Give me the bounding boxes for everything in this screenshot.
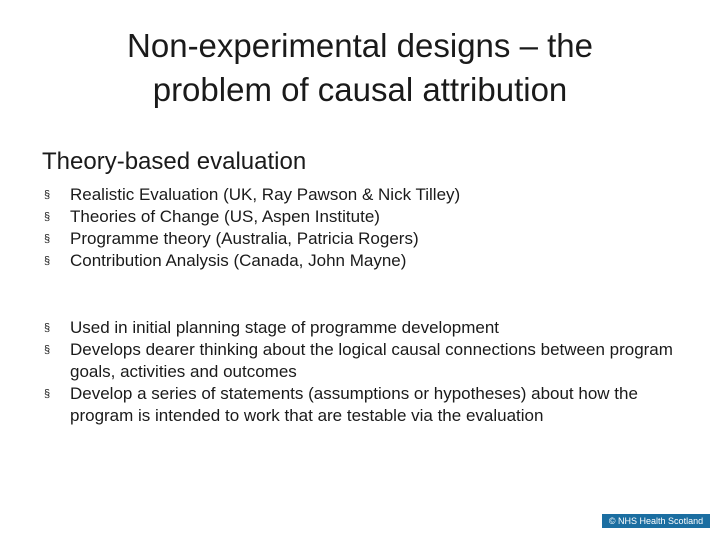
slide-title-line-1: Non-experimental designs – the <box>127 27 593 64</box>
list-item <box>44 184 644 206</box>
list-item <box>44 383 674 427</box>
slide-title-line-2: problem of causal attribution <box>152 71 568 108</box>
bullet-icon: § <box>44 211 51 223</box>
list-item-text: Programme theory (Australia, Patricia Rogers) <box>70 229 419 248</box>
list-item <box>44 228 644 250</box>
bullet-icon: § <box>44 255 51 267</box>
list-item-text: Develop a series of statements (assumptions or hypotheses) about how the program is intended to work that are testable via the evaluation <box>70 384 638 425</box>
list-item <box>44 317 674 339</box>
nhs-health-scotland-logo: © NHS Health Scotland <box>602 514 710 528</box>
section-heading: Theory-based evaluation <box>42 148 307 175</box>
list-item-text: Theories of Change (US, Aspen Institute) <box>70 207 380 226</box>
list-item-text: Develops dearer thinking about the logical causal connections between program goals, activities and outcomes <box>70 340 673 381</box>
list-item-text: Realistic Evaluation (UK, Ray Pawson & Nick Tilley) <box>70 185 461 204</box>
bullet-icon: § <box>44 344 51 356</box>
list-item-text: Used in initial planning stage of programme development <box>70 318 500 337</box>
bullet-icon: § <box>44 322 51 334</box>
slide-title <box>40 24 680 112</box>
approaches-list <box>44 184 644 272</box>
list-item-text: Contribution Analysis (Canada, John Mayne) <box>70 251 407 270</box>
list-item <box>44 250 644 272</box>
bullet-icon: § <box>44 388 51 400</box>
uses-list <box>44 317 674 427</box>
bullet-icon: § <box>44 189 51 201</box>
list-item <box>44 206 644 228</box>
list-item <box>44 339 674 383</box>
bullet-icon: § <box>44 233 51 245</box>
